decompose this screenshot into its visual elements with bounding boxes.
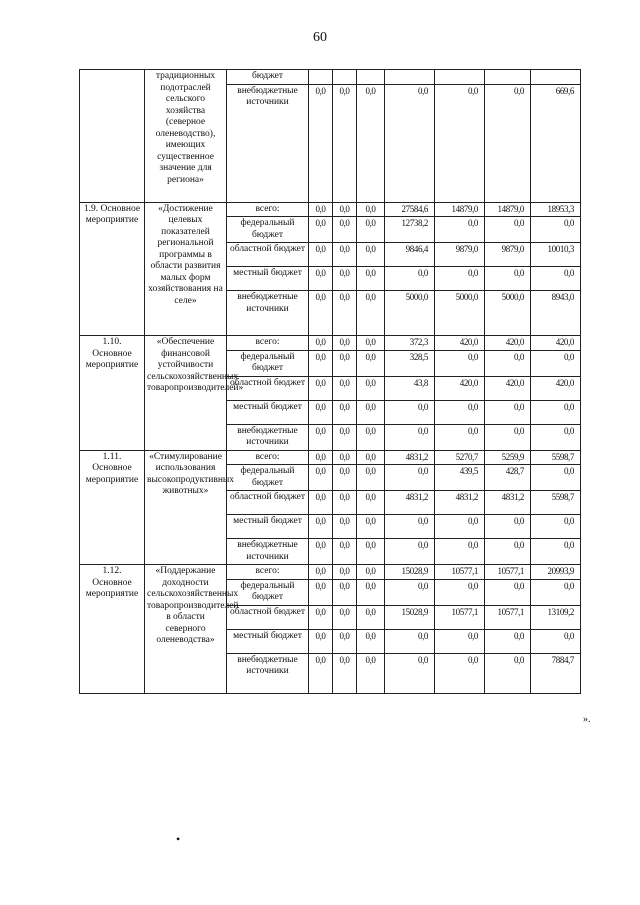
value-cell: 669,6 bbox=[531, 84, 581, 202]
funding-source-cell: федеральный бюджет bbox=[227, 217, 309, 243]
measure-number-cell: 1.11. Основное мероприятие bbox=[80, 450, 145, 565]
value-cell: 0,0 bbox=[385, 84, 435, 202]
value-cell: 14879,0 bbox=[485, 202, 531, 217]
value-cell: 5598,7 bbox=[531, 450, 581, 465]
value-cell: 0,0 bbox=[357, 336, 385, 351]
value-cell: 0,0 bbox=[531, 465, 581, 491]
value-cell: 0,0 bbox=[435, 579, 485, 605]
value-cell bbox=[309, 70, 333, 85]
value-cell: 10577,1 bbox=[435, 605, 485, 629]
value-cell: 0,0 bbox=[385, 424, 435, 450]
value-cell: 10577,1 bbox=[485, 565, 531, 580]
value-cell: 420,0 bbox=[531, 336, 581, 351]
value-cell: 0,0 bbox=[485, 579, 531, 605]
funding-source-cell: федеральный бюджет bbox=[227, 465, 309, 491]
value-cell: 0,0 bbox=[333, 539, 357, 565]
funding-source-cell: всего: bbox=[227, 565, 309, 580]
funding-source-cell: всего: bbox=[227, 450, 309, 465]
measure-number-cell bbox=[80, 70, 145, 203]
value-cell: 0,0 bbox=[357, 217, 385, 243]
value-cell: 0,0 bbox=[357, 605, 385, 629]
value-cell bbox=[485, 70, 531, 85]
value-cell: 420,0 bbox=[531, 376, 581, 400]
value-cell: 0,0 bbox=[485, 217, 531, 243]
value-cell: 0,0 bbox=[435, 84, 485, 202]
value-cell: 0,0 bbox=[435, 629, 485, 653]
value-cell: 439,5 bbox=[435, 465, 485, 491]
budget-table bbox=[79, 69, 581, 694]
funding-source-cell: областной бюджет bbox=[227, 243, 309, 267]
value-cell: 0,0 bbox=[333, 565, 357, 580]
table-row bbox=[80, 336, 581, 351]
value-cell: 0,0 bbox=[309, 376, 333, 400]
value-cell: 5270,7 bbox=[435, 450, 485, 465]
value-cell: 0,0 bbox=[435, 400, 485, 424]
value-cell: 0,0 bbox=[531, 350, 581, 376]
value-cell bbox=[531, 70, 581, 85]
value-cell: 0,0 bbox=[333, 376, 357, 400]
value-cell: 20993,9 bbox=[531, 565, 581, 580]
value-cell: 0,0 bbox=[333, 605, 357, 629]
value-cell: 0,0 bbox=[333, 84, 357, 202]
funding-source-cell: всего: bbox=[227, 202, 309, 217]
value-cell: 13109,2 bbox=[531, 605, 581, 629]
value-cell: 0,0 bbox=[333, 579, 357, 605]
value-cell: 0,0 bbox=[333, 291, 357, 336]
funding-source-cell: областной бюджет bbox=[227, 605, 309, 629]
value-cell: 0,0 bbox=[309, 291, 333, 336]
value-cell: 0,0 bbox=[357, 629, 385, 653]
value-cell: 7884,7 bbox=[531, 653, 581, 693]
value-cell bbox=[385, 70, 435, 85]
value-cell: 0,0 bbox=[531, 629, 581, 653]
value-cell: 43,8 bbox=[385, 376, 435, 400]
value-cell: 0,0 bbox=[385, 539, 435, 565]
measure-name-cell: традиционных подотраслей сельского хозяйства (северное оленеводство), имеющих существенное значение для региона» bbox=[145, 70, 227, 203]
funding-source-cell: областной бюджет bbox=[227, 376, 309, 400]
value-cell: 9846,4 bbox=[385, 243, 435, 267]
value-cell: 0,0 bbox=[485, 424, 531, 450]
value-cell: 0,0 bbox=[385, 267, 435, 291]
value-cell: 0,0 bbox=[333, 217, 357, 243]
value-cell: 0,0 bbox=[435, 653, 485, 693]
value-cell: 0,0 bbox=[309, 336, 333, 351]
funding-source-cell: местный бюджет bbox=[227, 515, 309, 539]
value-cell: 0,0 bbox=[309, 243, 333, 267]
value-cell: 0,0 bbox=[531, 515, 581, 539]
value-cell: 0,0 bbox=[333, 424, 357, 450]
value-cell: 0,0 bbox=[333, 400, 357, 424]
value-cell: 4831,2 bbox=[435, 491, 485, 515]
value-cell: 0,0 bbox=[309, 539, 333, 565]
funding-source-cell: местный бюджет bbox=[227, 400, 309, 424]
table-row bbox=[80, 565, 581, 580]
value-cell: 0,0 bbox=[385, 579, 435, 605]
value-cell: 0,0 bbox=[333, 491, 357, 515]
value-cell bbox=[435, 70, 485, 85]
value-cell bbox=[357, 70, 385, 85]
value-cell: 15028,9 bbox=[385, 565, 435, 580]
measure-number-cell: 1.10. Основное мероприятие bbox=[80, 336, 145, 451]
value-cell bbox=[333, 70, 357, 85]
value-cell: 10010,3 bbox=[531, 243, 581, 267]
value-cell: 0,0 bbox=[333, 629, 357, 653]
value-cell: 0,0 bbox=[309, 629, 333, 653]
value-cell: 0,0 bbox=[333, 465, 357, 491]
value-cell: 0,0 bbox=[531, 267, 581, 291]
value-cell: 0,0 bbox=[309, 653, 333, 693]
value-cell: 0,0 bbox=[309, 579, 333, 605]
value-cell: 0,0 bbox=[531, 400, 581, 424]
value-cell: 0,0 bbox=[385, 653, 435, 693]
value-cell: 0,0 bbox=[357, 84, 385, 202]
value-cell: 18953,3 bbox=[531, 202, 581, 217]
value-cell: 0,0 bbox=[333, 336, 357, 351]
value-cell: 428,7 bbox=[485, 465, 531, 491]
value-cell: 0,0 bbox=[531, 579, 581, 605]
value-cell: 5598,7 bbox=[531, 491, 581, 515]
value-cell: 0,0 bbox=[485, 629, 531, 653]
value-cell: 4831,2 bbox=[485, 491, 531, 515]
value-cell: 0,0 bbox=[357, 400, 385, 424]
value-cell: 0,0 bbox=[357, 202, 385, 217]
value-cell: 0,0 bbox=[435, 350, 485, 376]
value-cell: 0,0 bbox=[485, 653, 531, 693]
measure-name-cell: «Поддержание доходности сельскохозяйственных товаропроизводителей в области северного оленеводства» bbox=[145, 565, 227, 694]
value-cell: 4831,2 bbox=[385, 491, 435, 515]
value-cell: 10577,1 bbox=[485, 605, 531, 629]
value-cell: 0,0 bbox=[485, 84, 531, 202]
value-cell: 0,0 bbox=[309, 465, 333, 491]
closing-mark: ». bbox=[583, 714, 591, 725]
value-cell: 372,3 bbox=[385, 336, 435, 351]
measure-name-cell: «Обеспечение финансовой устойчивости сельскохозяйственных товаропроизводителей» bbox=[145, 336, 227, 451]
value-cell: 0,0 bbox=[385, 515, 435, 539]
funding-source-cell: местный бюджет bbox=[227, 629, 309, 653]
value-cell: 0,0 bbox=[333, 267, 357, 291]
value-cell: 328,5 bbox=[385, 350, 435, 376]
value-cell: 0,0 bbox=[309, 424, 333, 450]
value-cell: 0,0 bbox=[435, 217, 485, 243]
value-cell: 0,0 bbox=[309, 605, 333, 629]
table-row bbox=[80, 450, 581, 465]
value-cell: 0,0 bbox=[333, 202, 357, 217]
value-cell: 27584,6 bbox=[385, 202, 435, 217]
value-cell: 0,0 bbox=[309, 491, 333, 515]
measure-number-cell: 1.9. Основное мероприятие bbox=[80, 202, 145, 336]
value-cell: 0,0 bbox=[385, 400, 435, 424]
value-cell: 0,0 bbox=[333, 515, 357, 539]
table-row bbox=[80, 202, 581, 217]
value-cell: 0,0 bbox=[485, 400, 531, 424]
value-cell: 0,0 bbox=[333, 243, 357, 267]
value-cell: 0,0 bbox=[531, 217, 581, 243]
value-cell: 0,0 bbox=[357, 424, 385, 450]
value-cell: 0,0 bbox=[309, 350, 333, 376]
value-cell: 0,0 bbox=[309, 267, 333, 291]
value-cell: 0,0 bbox=[435, 515, 485, 539]
value-cell: 8943,0 bbox=[531, 291, 581, 336]
funding-source-cell: внебюджетные источники bbox=[227, 291, 309, 336]
value-cell: 5000,0 bbox=[485, 291, 531, 336]
value-cell: 0,0 bbox=[357, 267, 385, 291]
measure-name-cell: «Достижение целевых показателей региональной программы в области развития малых форм хозяйствования на селе» bbox=[145, 202, 227, 336]
funding-source-cell: внебюджетные источники bbox=[227, 539, 309, 565]
funding-source-cell: местный бюджет bbox=[227, 267, 309, 291]
value-cell: 0,0 bbox=[531, 539, 581, 565]
value-cell: 0,0 bbox=[357, 291, 385, 336]
value-cell: 0,0 bbox=[357, 350, 385, 376]
value-cell: 0,0 bbox=[531, 424, 581, 450]
value-cell: 0,0 bbox=[357, 376, 385, 400]
value-cell: 420,0 bbox=[485, 336, 531, 351]
funding-source-cell: федеральный бюджет bbox=[227, 350, 309, 376]
funding-source-cell: областной бюджет bbox=[227, 491, 309, 515]
value-cell: 0,0 bbox=[357, 243, 385, 267]
value-cell: 12738,2 bbox=[385, 217, 435, 243]
value-cell: 9879,0 bbox=[435, 243, 485, 267]
value-cell: 0,0 bbox=[357, 515, 385, 539]
table-row bbox=[80, 70, 581, 85]
value-cell: 0,0 bbox=[357, 465, 385, 491]
value-cell: 0,0 bbox=[385, 629, 435, 653]
value-cell: 15028,9 bbox=[385, 605, 435, 629]
dot-mark: • bbox=[176, 832, 181, 846]
value-cell: 10577,1 bbox=[435, 565, 485, 580]
value-cell: 0,0 bbox=[485, 539, 531, 565]
funding-source-cell: бюджет bbox=[227, 70, 309, 85]
value-cell: 0,0 bbox=[357, 579, 385, 605]
value-cell: 0,0 bbox=[309, 202, 333, 217]
funding-source-cell: внебюджетные источники bbox=[227, 653, 309, 693]
value-cell: 0,0 bbox=[357, 565, 385, 580]
value-cell: 0,0 bbox=[357, 653, 385, 693]
value-cell: 0,0 bbox=[309, 84, 333, 202]
value-cell: 0,0 bbox=[357, 539, 385, 565]
value-cell: 9879,0 bbox=[485, 243, 531, 267]
value-cell: 420,0 bbox=[435, 336, 485, 351]
value-cell: 0,0 bbox=[435, 424, 485, 450]
value-cell: 420,0 bbox=[485, 376, 531, 400]
value-cell: 0,0 bbox=[435, 539, 485, 565]
value-cell: 0,0 bbox=[309, 515, 333, 539]
value-cell: 0,0 bbox=[309, 565, 333, 580]
value-cell: 4831,2 bbox=[385, 450, 435, 465]
value-cell: 0,0 bbox=[333, 450, 357, 465]
value-cell: 0,0 bbox=[333, 350, 357, 376]
funding-source-cell: федеральный бюджет bbox=[227, 579, 309, 605]
value-cell: 0,0 bbox=[385, 465, 435, 491]
value-cell: 0,0 bbox=[309, 400, 333, 424]
value-cell: 0,0 bbox=[309, 450, 333, 465]
value-cell: 0,0 bbox=[309, 217, 333, 243]
value-cell: 0,0 bbox=[333, 653, 357, 693]
value-cell: 0,0 bbox=[485, 267, 531, 291]
measure-number-cell: 1.12. Основное мероприятие bbox=[80, 565, 145, 694]
value-cell: 0,0 bbox=[485, 515, 531, 539]
value-cell: 5000,0 bbox=[385, 291, 435, 336]
value-cell: 0,0 bbox=[357, 450, 385, 465]
funding-source-cell: внебюджетные источники bbox=[227, 424, 309, 450]
funding-source-cell: внебюджетные источники bbox=[227, 84, 309, 202]
funding-source-cell: всего: bbox=[227, 336, 309, 351]
measure-name-cell: «Стимулирование использования высокопродуктивных животных» bbox=[145, 450, 227, 565]
page-number: 60 bbox=[313, 30, 327, 45]
value-cell: 0,0 bbox=[435, 267, 485, 291]
value-cell: 420,0 bbox=[435, 376, 485, 400]
value-cell: 5259,9 bbox=[485, 450, 531, 465]
value-cell: 0,0 bbox=[485, 350, 531, 376]
value-cell: 14879,0 bbox=[435, 202, 485, 217]
value-cell: 5000,0 bbox=[435, 291, 485, 336]
value-cell: 0,0 bbox=[357, 491, 385, 515]
